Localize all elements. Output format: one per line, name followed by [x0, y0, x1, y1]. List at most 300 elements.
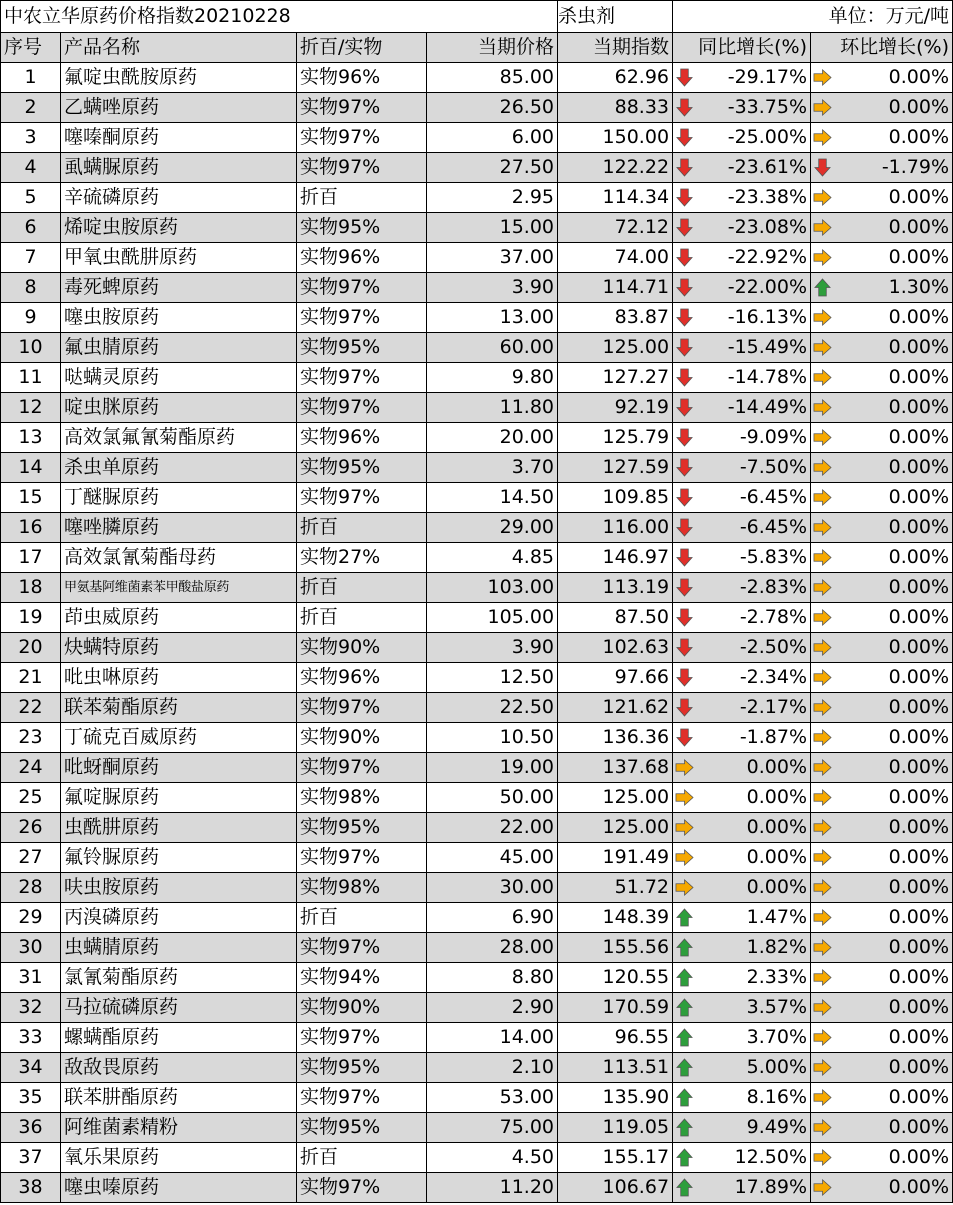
- price-cell-text: 3.70: [511, 456, 555, 478]
- price-cell: [427, 543, 558, 573]
- right-arrow-icon: [813, 848, 832, 867]
- price-cell-text: 6.00: [511, 126, 555, 148]
- index-cell-text: 148.39: [602, 906, 670, 928]
- price-cell-text: 105.00: [487, 606, 555, 628]
- product-name-text: 噻嗪酮原药: [64, 126, 160, 148]
- mom-cell: [811, 363, 953, 393]
- header-price: 当期价格: [427, 33, 558, 63]
- index-cell-text: 170.59: [602, 996, 670, 1018]
- index-cell-text: 109.85: [602, 486, 670, 508]
- table-row: [1, 453, 953, 483]
- right-arrow-icon: [813, 1088, 832, 1107]
- table-row: [1, 993, 953, 1023]
- table-row: [1, 513, 953, 543]
- row-number-text: 38: [18, 1176, 43, 1198]
- product-name: [61, 483, 297, 513]
- mom-cell: [811, 453, 953, 483]
- basis-cell: [297, 1143, 427, 1173]
- mom-cell-text: 0.00%: [888, 1116, 950, 1138]
- down-arrow-icon: [675, 668, 694, 687]
- index-cell-text: 125.79: [602, 426, 670, 448]
- basis-cell-text: 折百: [300, 186, 339, 208]
- product-name-text: 氟啶脲原药: [64, 786, 160, 808]
- index-cell-text: 114.71: [602, 276, 670, 298]
- index-cell: [558, 783, 673, 813]
- yoy-cell-text: -2.78%: [739, 606, 808, 628]
- basis-cell-text: 实物95%: [300, 1056, 381, 1078]
- basis-cell: [297, 183, 427, 213]
- table-row: [1, 813, 953, 843]
- table-row: [1, 333, 953, 363]
- header-index: 当期指数: [558, 33, 673, 63]
- index-cell: [558, 1113, 673, 1143]
- right-arrow-icon: [813, 248, 832, 267]
- row-number-text: 30: [18, 936, 43, 958]
- table-row: [1, 213, 953, 243]
- yoy-cell: [673, 63, 811, 93]
- yoy-cell: [673, 1053, 811, 1083]
- basis-cell: [297, 843, 427, 873]
- table-row: [1, 393, 953, 423]
- down-arrow-icon: [675, 488, 694, 507]
- price-cell-text: 45.00: [499, 846, 555, 868]
- yoy-cell-text: -15.49%: [727, 336, 808, 358]
- row-number: [1, 63, 61, 93]
- down-arrow-icon: [675, 698, 694, 717]
- table-row: [1, 363, 953, 393]
- yoy-cell: [673, 93, 811, 123]
- mom-cell: [811, 303, 953, 333]
- up-arrow-icon: [675, 1088, 694, 1107]
- product-name: [61, 453, 297, 483]
- mom-cell: [811, 1023, 953, 1053]
- mom-cell: [811, 123, 953, 153]
- yoy-cell-text: 0.00%: [746, 756, 808, 778]
- right-arrow-icon: [675, 848, 694, 867]
- row-number-text: 29: [18, 906, 43, 928]
- price-cell-text: 19.00: [499, 756, 555, 778]
- up-arrow-icon: [813, 278, 832, 297]
- mom-cell: [811, 1173, 953, 1203]
- product-name-text: 氟啶虫酰胺原药: [64, 66, 198, 88]
- table-row: [1, 783, 953, 813]
- basis-cell-text: 实物27%: [300, 546, 381, 568]
- yoy-cell-text: -2.34%: [739, 666, 808, 688]
- row-number-text: 10: [18, 336, 43, 358]
- row-number-text: 8: [24, 276, 37, 298]
- price-cell-text: 4.50: [511, 1146, 555, 1168]
- basis-cell-text: 实物97%: [300, 1026, 381, 1048]
- right-arrow-icon: [813, 698, 832, 717]
- row-number-text: 32: [18, 996, 43, 1018]
- price-cell-text: 29.00: [499, 516, 555, 538]
- index-cell: [558, 123, 673, 153]
- index-cell: [558, 93, 673, 123]
- basis-cell: [297, 213, 427, 243]
- down-arrow-icon: [675, 98, 694, 117]
- product-name-text: 甲氨基阿维菌素苯甲酸盐原药: [64, 580, 230, 595]
- price-cell: [427, 183, 558, 213]
- yoy-cell-text: -6.45%: [739, 516, 808, 538]
- price-cell: [427, 753, 558, 783]
- mom-cell: [811, 663, 953, 693]
- index-cell-text: 125.00: [602, 816, 670, 838]
- row-number: [1, 123, 61, 153]
- row-number-text: 1: [24, 66, 37, 88]
- product-name-text: 阿维菌素精粉: [64, 1116, 179, 1138]
- price-cell: [427, 843, 558, 873]
- index-cell-text: 92.19: [614, 396, 670, 418]
- down-arrow-icon: [675, 398, 694, 417]
- price-cell: [427, 423, 558, 453]
- table-row: [1, 93, 953, 123]
- price-cell: [427, 483, 558, 513]
- yoy-cell-text: 3.57%: [746, 996, 808, 1018]
- yoy-cell: [673, 363, 811, 393]
- header-mom: 环比增长(%): [811, 33, 953, 63]
- basis-cell: [297, 453, 427, 483]
- row-number-text: 15: [18, 486, 43, 508]
- basis-cell: [297, 933, 427, 963]
- yoy-cell: [673, 573, 811, 603]
- index-cell: [558, 573, 673, 603]
- product-name-text: 噻虫嗪原药: [64, 1176, 160, 1198]
- price-cell: [427, 573, 558, 603]
- down-arrow-icon: [675, 158, 694, 177]
- basis-cell-text: 实物97%: [300, 1176, 381, 1198]
- mom-cell-text: 0.00%: [888, 366, 950, 388]
- basis-cell-text: 实物96%: [300, 66, 381, 88]
- right-arrow-icon: [813, 98, 832, 117]
- product-name: [61, 693, 297, 723]
- price-cell: [427, 123, 558, 153]
- basis-cell: [297, 1053, 427, 1083]
- index-cell-text: 191.49: [602, 846, 670, 868]
- product-name-text: 联苯肼酯原药: [64, 1086, 179, 1108]
- mom-cell: [811, 903, 953, 933]
- yoy-cell-text: -2.17%: [739, 696, 808, 718]
- index-cell-text: 150.00: [602, 126, 670, 148]
- product-name-text: 炔螨特原药: [64, 636, 160, 658]
- product-name: [61, 903, 297, 933]
- row-number: [1, 483, 61, 513]
- yoy-cell: [673, 153, 811, 183]
- yoy-cell: [673, 723, 811, 753]
- product-name-text: 呋虫胺原药: [64, 876, 160, 898]
- row-number-text: 4: [24, 156, 37, 178]
- product-name-text: 氟铃脲原药: [64, 846, 160, 868]
- index-cell: [558, 1143, 673, 1173]
- price-cell-text: 14.00: [499, 1026, 555, 1048]
- price-cell-text: 27.50: [499, 156, 555, 178]
- yoy-cell-text: 0.00%: [746, 876, 808, 898]
- right-arrow-icon: [813, 1178, 832, 1197]
- row-number: [1, 723, 61, 753]
- right-arrow-icon: [813, 908, 832, 927]
- index-cell: [558, 333, 673, 363]
- table-row: [1, 1053, 953, 1083]
- right-arrow-icon: [813, 68, 832, 87]
- mom-cell: [811, 783, 953, 813]
- table-row: [1, 723, 953, 753]
- product-name: [61, 93, 297, 123]
- row-number-text: 19: [18, 606, 43, 628]
- yoy-cell: [673, 453, 811, 483]
- product-name: [61, 1173, 297, 1203]
- mom-cell: [811, 693, 953, 723]
- table-title: 中农立华原药价格指数20210228: [1, 1, 558, 33]
- basis-cell-text: 实物90%: [300, 636, 381, 658]
- table-row: [1, 423, 953, 453]
- basis-cell-text: 实物98%: [300, 876, 381, 898]
- mom-cell: [811, 423, 953, 453]
- basis-cell: [297, 963, 427, 993]
- product-name-text: 虱螨脲原药: [64, 156, 160, 178]
- basis-cell-text: 实物97%: [300, 306, 381, 328]
- right-arrow-icon: [813, 1118, 832, 1137]
- product-name-text: 丙溴磷原药: [64, 906, 160, 928]
- index-cell-text: 119.05: [602, 1116, 670, 1138]
- table-row: [1, 693, 953, 723]
- price-cell-text: 8.80: [511, 966, 555, 988]
- price-cell-text: 30.00: [499, 876, 555, 898]
- product-name: [61, 873, 297, 903]
- right-arrow-icon: [813, 818, 832, 837]
- index-cell-text: 72.12: [614, 216, 670, 238]
- yoy-cell: [673, 303, 811, 333]
- yoy-cell-text: 0.00%: [746, 846, 808, 868]
- price-cell-text: 11.20: [499, 1176, 555, 1198]
- index-cell: [558, 1083, 673, 1113]
- index-cell-text: 96.55: [614, 1026, 670, 1048]
- right-arrow-icon: [813, 488, 832, 507]
- basis-cell-text: 实物97%: [300, 1086, 381, 1108]
- row-number-text: 9: [24, 306, 37, 328]
- row-number: [1, 303, 61, 333]
- row-number-text: 24: [18, 756, 43, 778]
- index-cell-text: 51.72: [614, 876, 670, 898]
- down-arrow-icon: [675, 728, 694, 747]
- table-row: [1, 633, 953, 663]
- product-name: [61, 423, 297, 453]
- row-number: [1, 333, 61, 363]
- up-arrow-icon: [675, 1118, 694, 1137]
- table-row: [1, 1173, 953, 1203]
- yoy-cell-text: 9.49%: [746, 1116, 808, 1138]
- basis-cell-text: 实物96%: [300, 666, 381, 688]
- index-cell: [558, 1053, 673, 1083]
- basis-cell-text: 折百: [300, 906, 339, 928]
- yoy-cell-text: -33.75%: [727, 96, 808, 118]
- product-name: [61, 813, 297, 843]
- product-name: [61, 513, 297, 543]
- mom-cell-text: 0.00%: [888, 606, 950, 628]
- table-row: [1, 123, 953, 153]
- right-arrow-icon: [813, 758, 832, 777]
- index-cell: [558, 1023, 673, 1053]
- product-name: [61, 1053, 297, 1083]
- down-arrow-icon: [675, 638, 694, 657]
- price-cell: [427, 693, 558, 723]
- mom-cell: [811, 183, 953, 213]
- product-name: [61, 123, 297, 153]
- basis-cell-text: 实物97%: [300, 846, 381, 868]
- product-name: [61, 783, 297, 813]
- price-cell-text: 26.50: [499, 96, 555, 118]
- basis-cell-text: 实物95%: [300, 1116, 381, 1138]
- row-number-text: 12: [18, 396, 43, 418]
- row-number: [1, 663, 61, 693]
- price-cell: [427, 273, 558, 303]
- down-arrow-icon: [675, 218, 694, 237]
- yoy-cell-text: 17.89%: [734, 1176, 808, 1198]
- index-cell-text: 97.66: [614, 666, 670, 688]
- basis-cell: [297, 273, 427, 303]
- yoy-cell: [673, 633, 811, 663]
- down-arrow-icon: [675, 368, 694, 387]
- yoy-cell-text: -29.17%: [727, 66, 808, 88]
- basis-cell-text: 实物95%: [300, 456, 381, 478]
- mom-cell: [811, 933, 953, 963]
- row-number-text: 23: [18, 726, 43, 748]
- yoy-cell-text: -14.49%: [727, 396, 808, 418]
- mom-cell: [811, 813, 953, 843]
- index-cell: [558, 243, 673, 273]
- row-number-text: 37: [18, 1146, 43, 1168]
- index-cell-text: 116.00: [602, 516, 670, 538]
- right-arrow-icon: [813, 398, 832, 417]
- mom-cell-text: 0.00%: [888, 66, 950, 88]
- row-number: [1, 1173, 61, 1203]
- index-cell: [558, 933, 673, 963]
- up-arrow-icon: [675, 1058, 694, 1077]
- yoy-cell: [673, 663, 811, 693]
- yoy-cell-text: 5.00%: [746, 1056, 808, 1078]
- unit-label: 单位：万元/吨: [673, 1, 953, 33]
- down-arrow-icon: [675, 68, 694, 87]
- mom-cell-text: 0.00%: [888, 1056, 950, 1078]
- row-number-text: 25: [18, 786, 43, 808]
- product-name: [61, 303, 297, 333]
- mom-cell: [811, 573, 953, 603]
- mom-cell-text: 0.00%: [888, 1146, 950, 1168]
- mom-cell: [811, 1083, 953, 1113]
- yoy-cell: [673, 603, 811, 633]
- product-name-text: 吡虫啉原药: [64, 666, 160, 688]
- basis-cell-text: 实物95%: [300, 216, 381, 238]
- mom-cell-text: 0.00%: [888, 126, 950, 148]
- mom-cell: [811, 963, 953, 993]
- product-name-text: 马拉硫磷原药: [64, 996, 179, 1018]
- product-name-text: 高效氯氟氰菊酯原药: [64, 426, 236, 448]
- price-cell-text: 103.00: [487, 576, 555, 598]
- product-name-text: 氟虫腈原药: [64, 336, 160, 358]
- mom-cell-text: 0.00%: [888, 726, 950, 748]
- row-number-text: 20: [18, 636, 43, 658]
- mom-cell-text: 0.00%: [888, 216, 950, 238]
- row-number-text: 6: [24, 216, 37, 238]
- row-number-text: 28: [18, 876, 43, 898]
- price-cell-text: 22.00: [499, 816, 555, 838]
- product-name: [61, 543, 297, 573]
- yoy-cell: [673, 813, 811, 843]
- row-number: [1, 243, 61, 273]
- right-arrow-icon: [813, 938, 832, 957]
- right-arrow-icon: [813, 188, 832, 207]
- mom-cell-text: 0.00%: [888, 306, 950, 328]
- row-number: [1, 1143, 61, 1173]
- basis-cell-text: 实物97%: [300, 696, 381, 718]
- index-cell: [558, 903, 673, 933]
- basis-cell: [297, 243, 427, 273]
- product-name: [61, 243, 297, 273]
- product-name: [61, 1143, 297, 1173]
- table-row: [1, 63, 953, 93]
- basis-cell-text: 折百: [300, 1146, 339, 1168]
- product-name: [61, 993, 297, 1023]
- header-yoy: 同比增长(%): [673, 33, 811, 63]
- product-name-text: 螺螨酯原药: [64, 1026, 160, 1048]
- table-row: [1, 543, 953, 573]
- index-cell: [558, 543, 673, 573]
- row-number: [1, 693, 61, 723]
- right-arrow-icon: [813, 338, 832, 357]
- mom-cell-text: 0.00%: [888, 96, 950, 118]
- basis-cell: [297, 993, 427, 1023]
- down-arrow-icon: [675, 548, 694, 567]
- basis-cell-text: 实物96%: [300, 246, 381, 268]
- row-number: [1, 993, 61, 1023]
- row-number-text: 31: [18, 966, 43, 988]
- yoy-cell: [673, 333, 811, 363]
- mom-cell: [811, 1113, 953, 1143]
- yoy-cell-text: 1.82%: [746, 936, 808, 958]
- mom-cell: [811, 513, 953, 543]
- index-cell: [558, 993, 673, 1023]
- yoy-cell-text: -22.00%: [727, 276, 808, 298]
- product-name: [61, 933, 297, 963]
- mom-cell-text: 0.00%: [888, 1176, 950, 1198]
- mom-cell: [811, 723, 953, 753]
- price-cell-text: 85.00: [499, 66, 555, 88]
- basis-cell: [297, 1173, 427, 1203]
- product-name: [61, 663, 297, 693]
- right-arrow-icon: [813, 578, 832, 597]
- yoy-cell: [673, 483, 811, 513]
- mom-cell-text: 0.00%: [888, 576, 950, 598]
- row-number: [1, 513, 61, 543]
- yoy-cell-text: -2.83%: [739, 576, 808, 598]
- row-number-text: 14: [18, 456, 43, 478]
- header-name: 产品名称: [61, 33, 297, 63]
- mom-cell: [811, 153, 953, 183]
- product-name-text: 丁硫克百威原药: [64, 726, 198, 748]
- index-cell-text: 83.87: [614, 306, 670, 328]
- price-cell: [427, 63, 558, 93]
- yoy-cell: [673, 273, 811, 303]
- basis-cell-text: 实物95%: [300, 816, 381, 838]
- product-name-text: 甲氧虫酰肼原药: [64, 246, 198, 268]
- basis-cell-text: 实物97%: [300, 126, 381, 148]
- price-cell-text: 2.10: [511, 1056, 555, 1078]
- row-number-text: 17: [18, 546, 43, 568]
- down-arrow-icon: [675, 248, 694, 267]
- mom-cell-text: 0.00%: [888, 516, 950, 538]
- mom-cell-text: 0.00%: [888, 966, 950, 988]
- mom-cell-text: 0.00%: [888, 456, 950, 478]
- index-cell-text: 120.55: [602, 966, 670, 988]
- basis-cell: [297, 633, 427, 663]
